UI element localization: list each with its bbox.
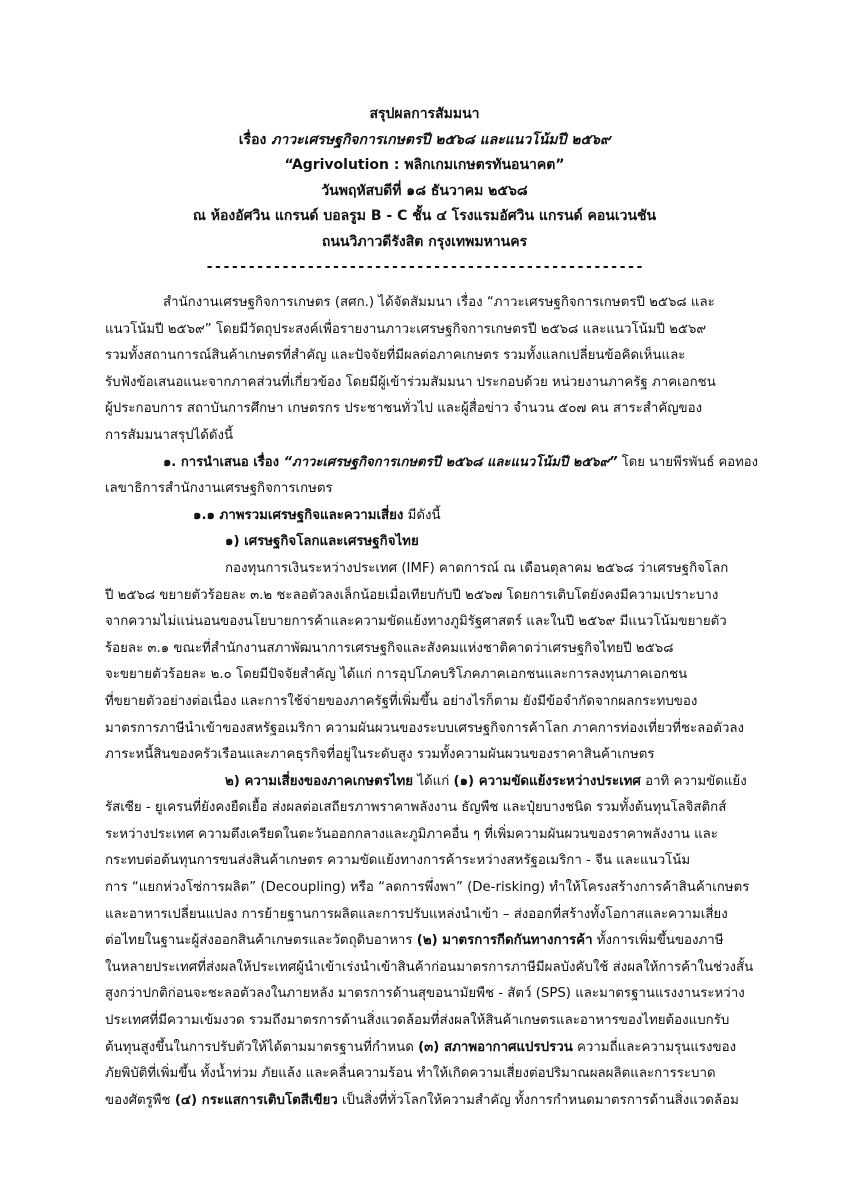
seminar-venue: ณ ห้องอัศวิน แกรนด์ บอลรูม B - C ชั้น ๔ โรงแรมอัศวิน แกรนด์ คอนเวนชัน [192,208,657,224]
item-2-line: ในหลายประเทศที่ส่งผลให้ประเทศผู้นำเข้าเร่งนำเข้าสินค้าก่อนมาตรการภาษีมีผลบังคับใช้ ส่งผลให้การค้าในช่วงสั้น [105,959,754,975]
header-divider: ---------------------------------------------------- [205,259,644,275]
item-2-line: กระทบต่อต้นทุนการขนส่งสินค้าเกษตร ความขัดแย้งทางการค้าระหว่างสหรัฐอเมริกา - จีน และแนวโน้ม [105,853,691,869]
item-2-line: ภัยพิบัติที่เพิ่มขึ้น ทั้งน้ำท่วม ภัยแล้ง และคลื่นความร้อน ทำให้เกิดความเสี่ยงต่อปริมาณผลผลิตและการระบาด [105,1066,716,1082]
intro-line: รับฟังข้อเสนอแนะจากภาคส่วนที่เกี่ยวข้อง โดยมีผู้เข้าร่วมสัมมนา ประกอบด้วย หน่วยงานภาครัฐ ภาคเอกชน [105,374,716,390]
item-2-line: การ “แยกห่วงโซ่การผลิต” (Decoupling) หรือ “ลดการพึ่งพา” (De-risking) ทำให้โครงสร้างการค้าสินค้าเกษตร [105,880,750,896]
item-1-line: มาตรการภาษีนำเข้าของสหรัฐอเมริกา ความผันผวนของระบบเศรษฐกิจการค้าโลก ภาคการท่องเที่ยวที่ชะลอตัวลง [105,720,745,736]
risk-1-label: (๑) ความขัดแย้งระหว่างประเทศ [453,773,641,789]
item-2-line: รัสเซีย - ยูเครนที่ยังคงยืดเยื้อ ส่งผลต่อเสถียรภาพราคาพลังงาน ธัญพืช และปุ๋ยบางชนิด รวมทั้งต้นทุนโลจิสติกส์ [105,800,727,816]
item-1-line: กองทุนการเงินระหว่างประเทศ (IMF) คาดการณ์ ณ เดือนตุลาคม ๒๕๖๘ ว่าเศรษฐกิจโลก [225,560,729,576]
risk-2-label: (๒) มาตรการกีดกันทางการค้า [416,933,593,949]
subsection-1-1-suffix: มีดังนี้ [403,507,441,523]
seminar-address: ถนนวิภาวดีรังสิต กรุงเทพมหานคร [321,233,528,250]
item-1-heading: ๑) เศรษฐกิจโลกและเศรษฐกิจไทย [225,534,419,550]
subsection-1-1-heading: ๑.๑ ภาพรวมเศรษฐกิจและความเสี่ยง [193,507,404,523]
document-body [105,290,765,1114]
item-2-text: ต่อไทยในฐานะผู้ส่งออกสินค้าเกษตรและวัตถุดิบอาหาร [105,933,417,949]
item-2-first-line [105,769,765,796]
seminar-slogan: “Agrivolution : พลิกเกมเกษตรทันอนาคต” [284,157,565,173]
item-2-line [105,1035,765,1062]
section-1-presenter-title: เลขาธิการสำนักงานเศรษฐกิจการเกษตร [105,481,333,497]
intro-line: สำนักงานเศรษฐกิจการเกษตร (สศก.) ได้จัดสัมมนา เรื่อง “ภาวะเศรษฐกิจการเกษตรปี ๒๕๖๘ และ [163,295,715,310]
section-1-lead: ๑. การนำเสนอ เรื่อง [163,454,284,470]
subsection-1-1 [105,503,765,530]
item-1-line: จากความไม่แน่นอนของนโยบายการค้าและความขัดแย้งทางภูมิรัฐศาสตร์ และในปี ๒๕๖๙ มีแนวโน้มขยายตัว [105,614,727,630]
item-2-line: และอาหารเปลี่ยนแปลง การย้ายฐานการผลิตและการปรับแหล่งนำเข้า – ส่งออกที่สร้างทั้งโอกาสและความเสี่ยง [105,906,728,922]
item-2-line: สูงกว่าปกติก่อนจะชะลอตัวลงในภายหลัง มาตรการด้านสุขอนามัยพืช - สัตว์ (SPS) และมาตรฐานแรงงานระหว่าง [105,986,745,1002]
item-1-line: ปี ๒๕๖๘ ขยายตัวร้อยละ ๓.๒ ชะลอตัวลงเล็กน้อยเมื่อเทียบกับปี ๒๕๖๗ โดยการเติบโตยังคงมีความเปราะบาง [105,587,719,603]
item-1-line: ภาระหนี้สินของครัวเรือนและภาคธุรกิจที่อยู่ในระดับสูง รวมทั้งความผันผวนของราคาสินค้าเกษตร [105,747,655,763]
intro-line: การสัมมนาสรุปได้ดังนี้ [105,427,234,443]
seminar-topic-line [0,128,849,154]
intro-line: ผู้ประกอบการ สถาบันการศึกษา เกษตรกร ประชาชนทั่วไป และผู้สื่อข่าว จำนวน ๕๐๗ คน สาระสำคัญของ [105,401,703,417]
topic-prefix: เรื่อง [238,131,272,148]
item-2-heading: ๒) ความเสี่ยงของภาคเกษตรไทย [225,773,414,789]
item-2-line: ประเทศที่มีความเข้มงวด รวมถึงมาตรการด้านสิ่งแวดล้อมที่ส่งผลให้สินค้าเกษตรและอาหารของไทยต้องแบกรับ [105,1013,730,1029]
item-1-line: ที่ขยายตัวอย่างต่อเนื่อง และการใช้จ่ายของภาครัฐที่เพิ่มขึ้น อย่างไรก็ตาม ยังมีข้อจำกัดจากผลกระทบของ [105,693,698,709]
item-2-text: ต้นทุนสูงขึ้นในการปรับตัวให้ได้ตามมาตรฐานที่กำหนด [105,1039,419,1055]
item-2-text: อาทิ ความขัดแย้ง [640,773,747,789]
section-1-heading [105,450,765,477]
seminar-date: วันพฤหัสบดีที่ ๑๘ ธันวาคม ๒๕๖๘ [321,182,528,199]
item-1-line: ร้อยละ ๓.๑ ขณะที่สำนักงานสภาพัฒนาการเศรษฐกิจและสังคมแห่งชาติคาดว่าเศรษฐกิจไทยปี ๒๕๖๘ [105,640,674,656]
topic-title: ภาวะเศรษฐกิจการเกษตรปี ๒๕๖๘ และแนวโน้มปี ๒๕๖๙ [271,131,611,148]
item-2-line [105,1088,765,1115]
item-2-line: ระหว่างประเทศ ความตึงเครียดในตะวันออกกลางและภูมิภาคอื่น ๆ ที่เพิ่มความผันผวนของราคาพลังงาน และ [105,826,718,842]
intro-line: รวมทั้งสถานการณ์สินค้าเกษตรที่สำคัญ และปัจจัยที่มีผลต่อภาคเกษตร รวมทั้งแลกเปลี่ยนข้อคิดเห็นและ [105,348,686,364]
intro-line: แนวโน้มปี ๒๕๖๙” โดยมีวัตถุประสงค์เพื่อรายงานภาวะเศรษฐกิจการเกษตรปี ๒๕๖๘ และแนวโน้มปี ๒๕๖๙ [105,321,707,337]
section-1-title: “ภาวะเศรษฐกิจการเกษตรปี ๒๕๖๘ และแนวโน้มปี ๒๕๖๙” [283,454,618,470]
item-2-text: ทั้งการเพิ่มขึ้นของภาษี [592,933,724,949]
item-2-text: ความถี่และความรุนแรงของ [572,1039,737,1055]
doc-title: สรุปผลการสัมมนา [369,106,480,122]
item-2-text: ของศัตรูพืช [105,1092,175,1108]
risk-4-label: (๔) กระแสการเติบโตสีเขียว [174,1092,338,1108]
document-header [0,102,849,281]
item-2-text: เป็นสิ่งที่ทั่วโลกให้ความสำคัญ ทั้งการกำหนดมาตรการด้านสิ่งแวดล้อม [337,1092,739,1108]
item-2-text: ได้แก่ [413,773,454,789]
item-2-line [105,928,765,955]
section-1-presenter: โดย นายพีรพันธ์ คอทอง [617,454,758,470]
item-1-line: จะขยายตัวร้อยละ ๒.๐ โดยมีปัจจัยสำคัญ ได้แก่ การอุปโภคบริโภคภาคเอกชนและการลงทุนภาคเอกชน [105,667,688,683]
risk-3-label: (๓) สภาพอากาศแปรปรวน [418,1039,573,1055]
